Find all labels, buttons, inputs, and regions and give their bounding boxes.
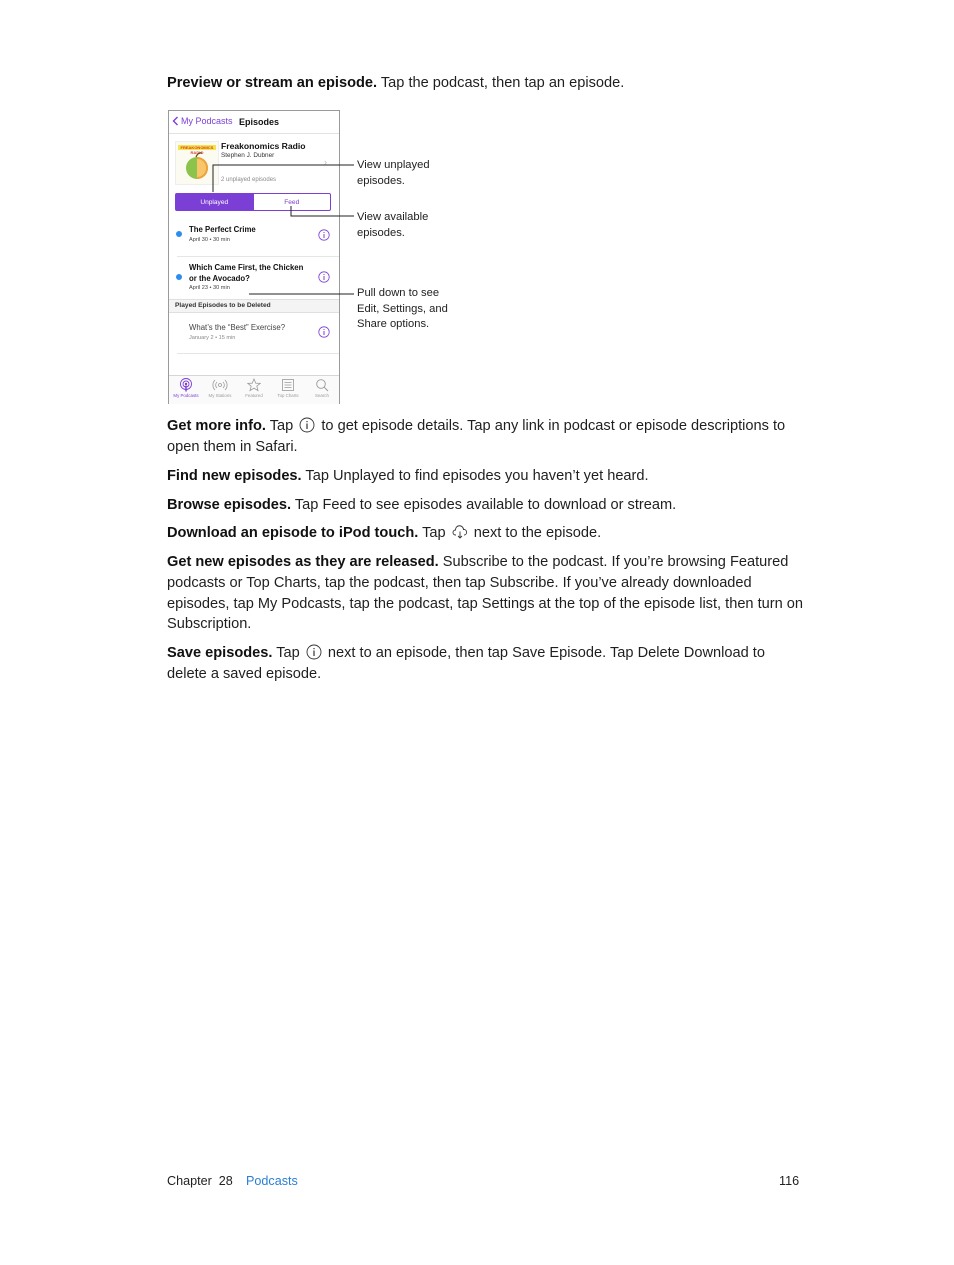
episode-row[interactable] — [169, 321, 339, 355]
paragraph-heading: Save episodes. — [167, 645, 273, 661]
podcasts-screenshot — [168, 110, 340, 404]
tab-label: Featured — [245, 393, 263, 398]
unplayed-count: 2 unplayed episodes — [221, 177, 277, 183]
chevron-right-icon[interactable]: › — [324, 157, 327, 167]
segmented-control — [175, 193, 331, 211]
paragraph-text: Tap — [272, 645, 304, 661]
search-icon — [315, 378, 329, 392]
callout-line: Pull down to see — [357, 287, 440, 299]
star-icon — [247, 378, 261, 392]
segment-unplayed[interactable]: Unplayed — [176, 194, 253, 210]
tab-label: My Stations — [208, 393, 232, 398]
footer-section-link[interactable]: Podcasts — [246, 1174, 298, 1188]
episode-title: Which Came First, the Chicken or the Avocado? — [189, 263, 304, 283]
paragraph-text: Tap Feed to see episodes available to download or stream. — [291, 497, 677, 513]
paragraph-download — [167, 523, 807, 544]
tab-search[interactable] — [305, 378, 339, 398]
paragraph-heading: Get new episodes as they are released. — [167, 554, 439, 570]
episode-meta: April 30 • 30 min — [189, 237, 230, 243]
intro-heading: Preview or stream an episode. — [167, 75, 378, 91]
paragraph-text: next to the episode. — [469, 525, 602, 541]
podcast-icon — [179, 378, 193, 392]
unplayed-dot — [176, 274, 182, 280]
chevron-left-icon — [172, 116, 179, 126]
callout-line: episodes. — [357, 226, 405, 239]
paragraph-text: next to an episode, then tap Save Episode. Tap Delete Download to delete a saved episode. — [167, 645, 765, 682]
apple-orange-icon — [176, 150, 218, 184]
paragraph-text: Tap — [265, 418, 298, 434]
paragraph-heading: Download an episode to iPod touch. — [167, 525, 419, 541]
tab-label: Search — [315, 393, 329, 398]
paragraph-heading: Browse episodes. — [167, 497, 292, 513]
cloud-download-icon — [452, 524, 468, 540]
tab-label: My Podcasts — [173, 393, 199, 398]
callout-line: View available — [357, 211, 429, 223]
segment-feed[interactable]: Feed — [253, 194, 331, 210]
episode-title: The Perfect Crime — [189, 225, 256, 234]
row-divider — [177, 353, 339, 354]
artwork-brand: FREAKONOMICS RADIO — [178, 145, 216, 150]
callout-available — [357, 210, 428, 241]
footer-chapter: Chapter 28 — [167, 1174, 233, 1188]
tab-top-charts[interactable] — [271, 378, 305, 398]
podcast-artwork[interactable] — [175, 141, 219, 185]
info-icon — [299, 417, 315, 433]
tab-label: Top Charts — [277, 393, 299, 398]
callout-unplayed — [357, 158, 430, 189]
paragraph-text: to get episode details. Tap any link in podcast or episode descriptions to open them in Safari. — [167, 418, 786, 455]
paragraph-text: Tap — [418, 525, 450, 541]
section-header — [169, 299, 339, 313]
paragraph-save — [167, 643, 807, 685]
unplayed-dot — [176, 231, 182, 237]
podcast-author: Stephen J. Dubner — [221, 152, 275, 159]
info-icon[interactable] — [318, 326, 330, 338]
paragraph-browse — [167, 495, 807, 516]
paragraph-find-new — [167, 466, 807, 487]
paragraph-text: Subscribe to the podcast. If you’re browsing Featured podcasts or Top Charts, tap the podcast, then tap Subscribe. If you’ve already downloaded episodes, tap My Podcasts, tap the podcast, tap Settings at the top of the episode list, then turn on Subscription. — [167, 554, 804, 633]
episode-meta: April 23 • 30 min — [189, 285, 230, 291]
paragraph-new-released — [167, 552, 807, 635]
list-icon — [281, 378, 295, 392]
episode-meta: January 2 • 15 min — [189, 335, 236, 341]
section-header-label: Played Episodes to be Deleted — [175, 302, 271, 309]
back-label: My Podcasts — [181, 116, 233, 126]
info-icon[interactable] — [318, 271, 330, 283]
back-button[interactable] — [172, 116, 233, 126]
intro-paragraph — [167, 73, 807, 94]
paragraph-text: Tap Unplayed to find episodes you haven’t yet heard. — [301, 468, 649, 484]
callout-line: Share options. — [357, 318, 430, 330]
paragraph-heading: Find new episodes. — [167, 468, 302, 484]
paragraph-heading: Get more info. — [167, 418, 266, 434]
callout-line: episodes. — [357, 174, 405, 187]
callout-line: View unplayed — [357, 159, 430, 171]
tab-featured[interactable] — [237, 378, 271, 398]
paragraph-more-info — [167, 416, 807, 458]
footer-page-number: 116 — [779, 1174, 800, 1188]
episode-row[interactable] — [169, 223, 339, 257]
intro-body: Tap the podcast, then tap an episode. — [377, 75, 625, 91]
nav-bar — [169, 111, 339, 134]
info-icon[interactable] — [318, 229, 330, 241]
episode-title: What’s the “Best” Exercise? — [189, 323, 286, 332]
broadcast-icon — [213, 378, 227, 392]
tab-my-stations[interactable] — [203, 378, 237, 398]
tab-bar — [169, 375, 339, 404]
episode-row[interactable] — [169, 261, 339, 299]
nav-title: Episodes — [239, 117, 280, 127]
callout-line: Edit, Settings, and — [357, 302, 448, 315]
podcast-name: Freakonomics Radio — [221, 141, 306, 151]
row-divider — [177, 256, 339, 257]
callout-pull-down — [357, 286, 448, 333]
tab-my-podcasts[interactable] — [169, 378, 203, 398]
info-icon — [306, 644, 322, 660]
